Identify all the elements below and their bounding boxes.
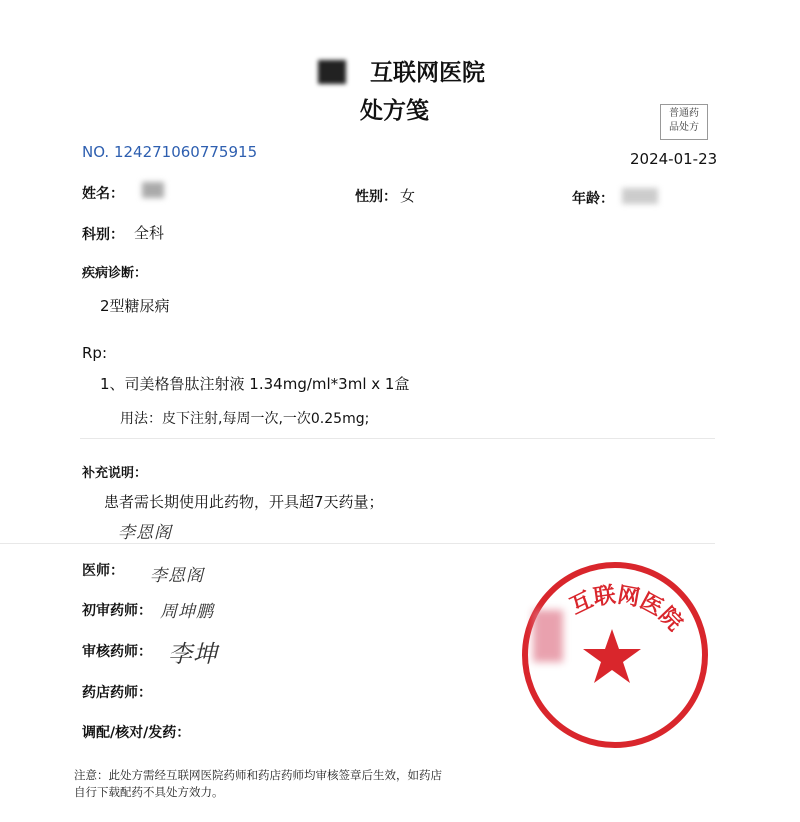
hospital-stamp [515, 555, 715, 755]
divider [80, 438, 715, 439]
review-pharmacist-label: 审核药师： [82, 644, 152, 660]
pharmacy-pharmacist-label: 药店药师： [82, 685, 152, 701]
note-line-2: 自行下载配药不具处方效力。 [74, 785, 224, 799]
divider [0, 543, 715, 544]
supplement-label: 补充说明： [82, 466, 148, 481]
supplement-signature: 李恩阁 [118, 523, 172, 543]
redacted-name [142, 182, 164, 198]
supplement-text: 患者需长期使用此药物，开具超7天药量； [104, 493, 384, 511]
drug-line: 1、司美格鲁肽注射液 1.34mg/ml*3ml x 1盒 [100, 375, 410, 393]
hospital-name: 互联网医院 [370, 60, 485, 86]
doctor-signature: 李恩阁 [150, 566, 204, 586]
initial-pharmacist-label: 初审药师： [82, 603, 152, 619]
rp-label: Rp: [82, 344, 107, 362]
review-pharmacist-signature: 李坤 [168, 640, 218, 668]
department-label: 科别： [82, 227, 124, 243]
tag-line-1: 普通药 [669, 108, 699, 119]
redacted-logo [318, 60, 346, 84]
department-value: 全科 [134, 224, 165, 242]
gender-value: 女 [400, 187, 416, 205]
prescription-date: 2024-01-23 [630, 150, 718, 168]
doctor-label: 医师： [82, 563, 124, 579]
diagnosis-label: 疾病诊断： [82, 266, 148, 281]
prescription-type-tag [660, 104, 708, 140]
age-label: 年龄： [572, 191, 614, 207]
prescription-number: NO. 124271060775915 [82, 143, 258, 161]
diagnosis-value: 2型糖尿病 [100, 297, 170, 315]
dispense-label: 调配/核对/发药： [82, 725, 191, 741]
redacted-stamp-text [533, 610, 563, 662]
star-icon [583, 629, 641, 683]
document-title: 处方笺 [360, 98, 429, 124]
gender-label: 性别： [355, 189, 397, 205]
initial-pharmacist-signature: 周坤鹏 [160, 602, 214, 622]
name-label: 姓名： [82, 186, 124, 202]
redacted-age [622, 188, 658, 204]
stamp-text: 互联网医院 [566, 582, 687, 637]
note-line-1: 注意：此处方需经互联网医院药师和药店药师均审核签章后生效，如药店 [74, 768, 442, 782]
disclaimer-note [74, 767, 442, 801]
tag-line-2: 品处方 [669, 122, 699, 133]
usage-line: 用法：皮下注射,每周一次,一次0.25mg; [120, 411, 370, 427]
